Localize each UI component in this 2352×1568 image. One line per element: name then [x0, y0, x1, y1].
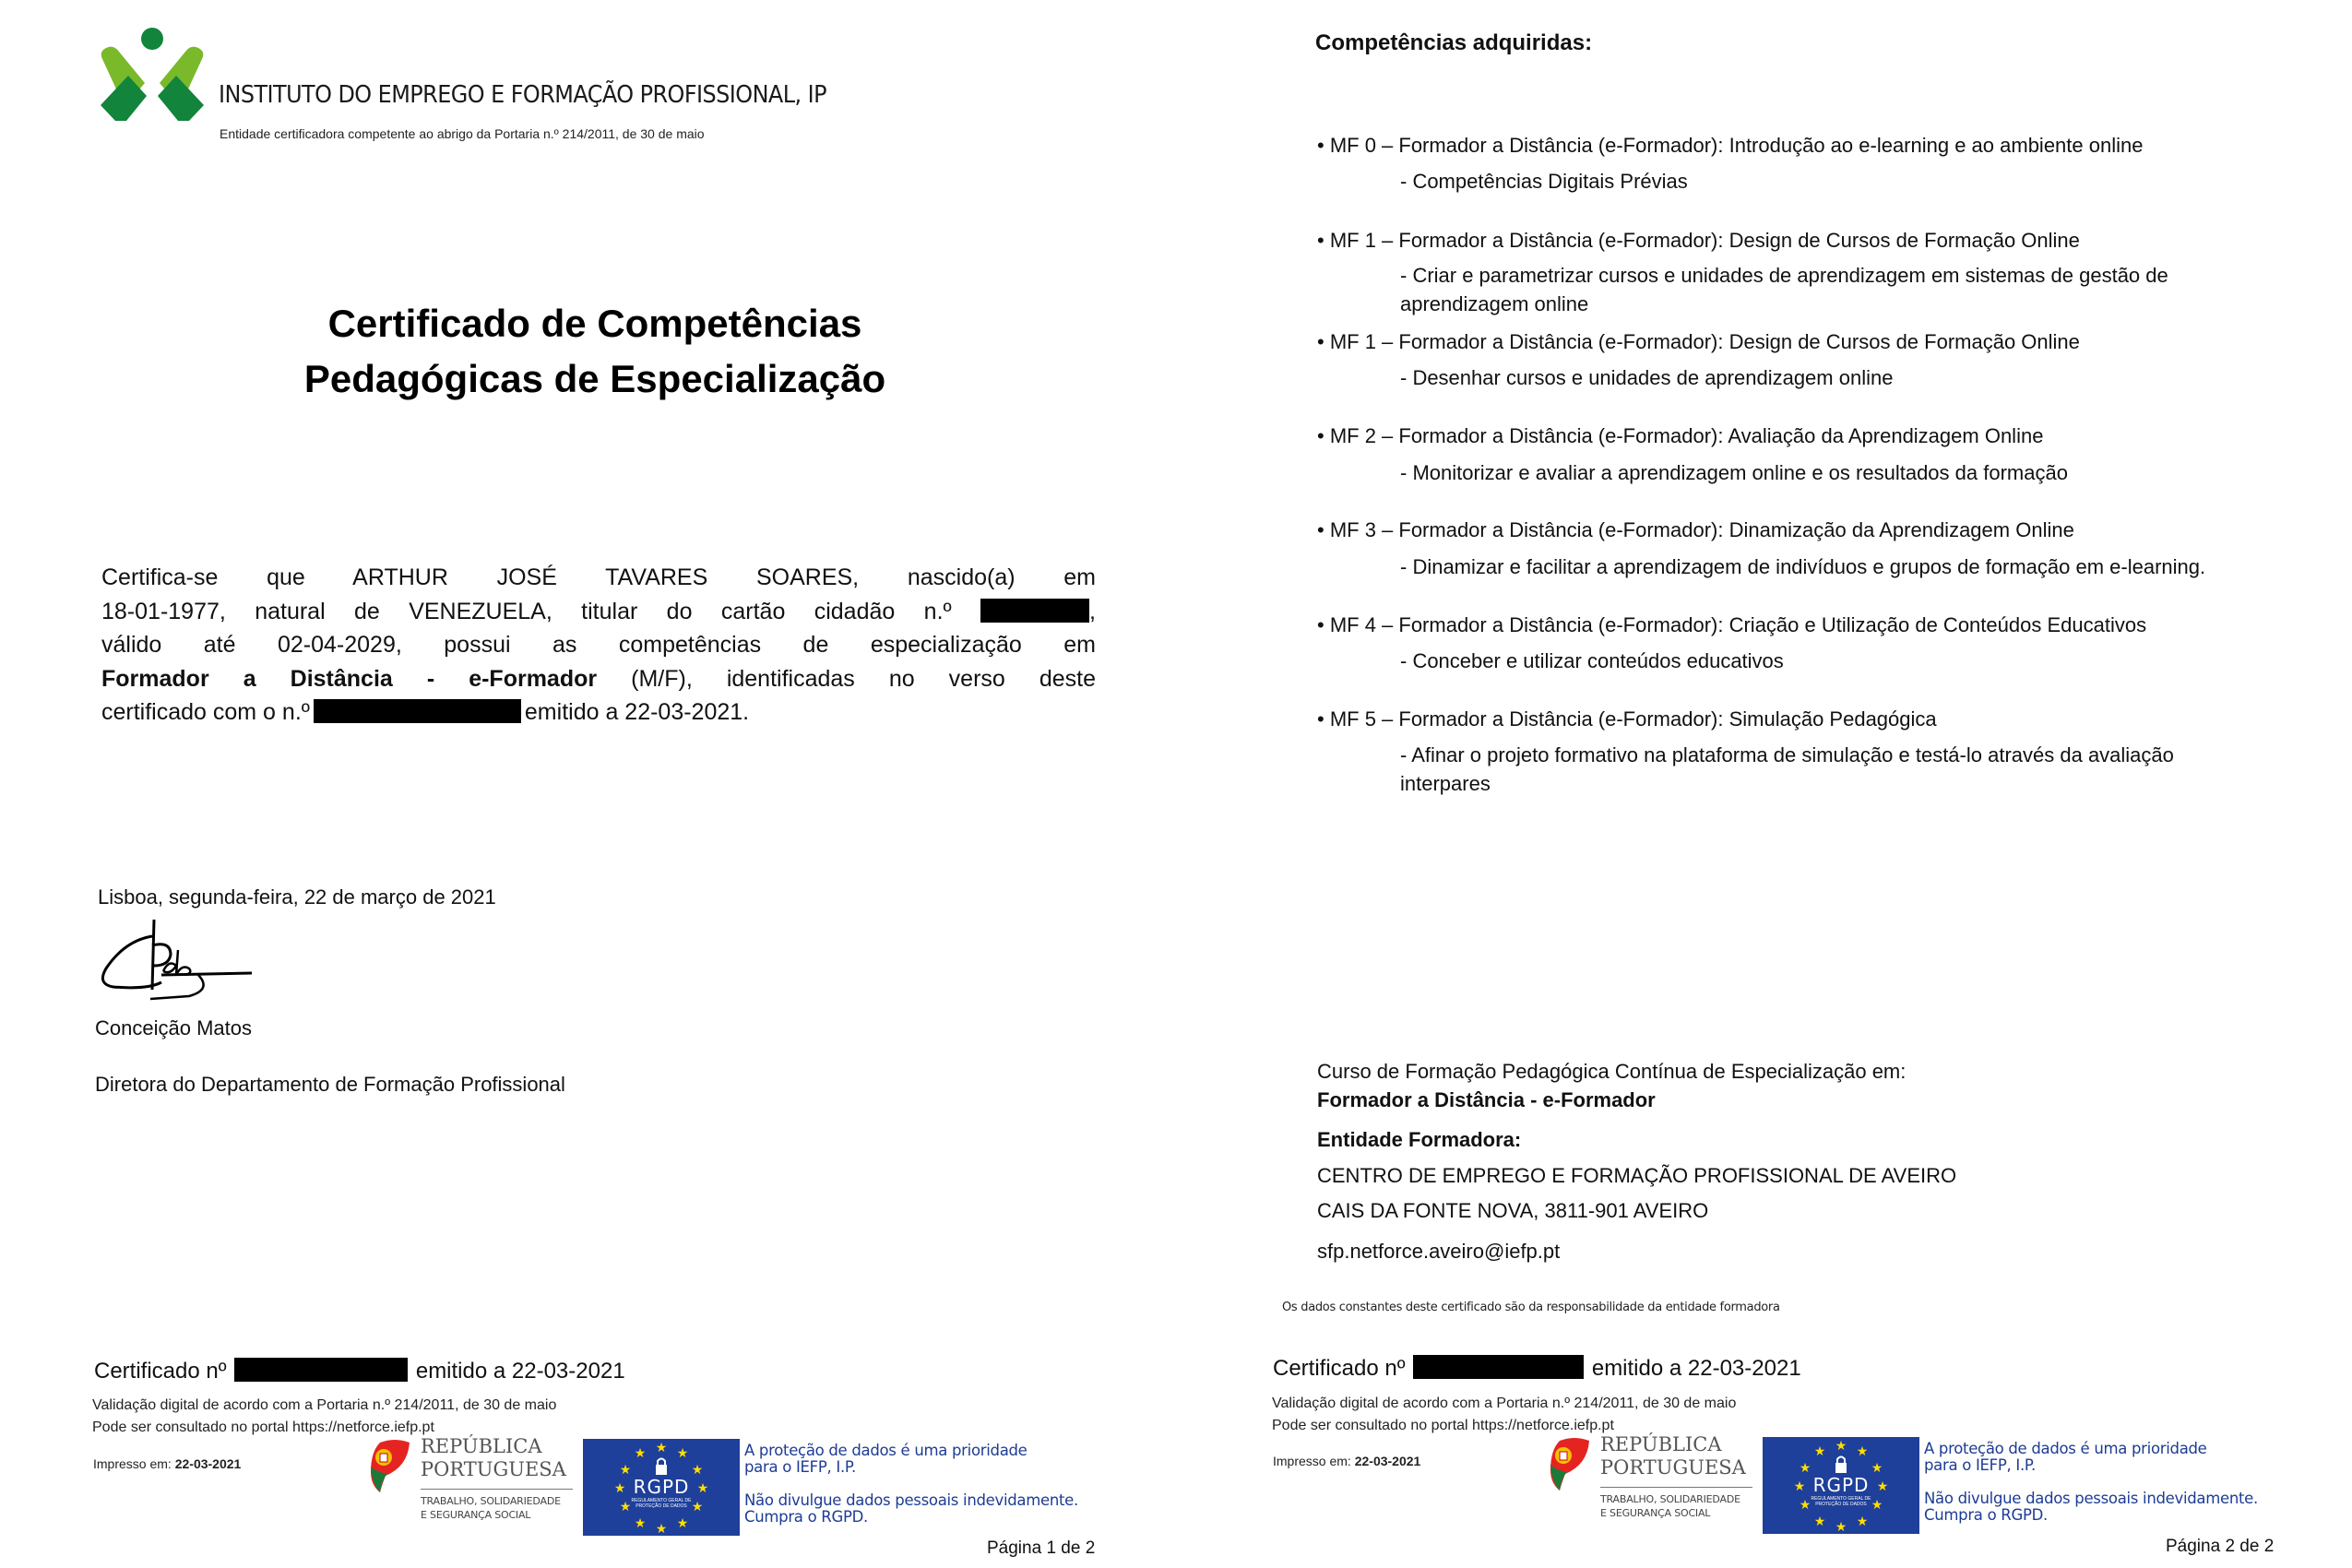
portal-consult-note: Pode ser consultado no portal https://netforce.iefp.pt [1272, 1418, 1614, 1433]
competencies-heading: Competências adquiridas: [1315, 30, 1593, 55]
svg-text:★: ★ [691, 1463, 704, 1478]
rgpd-priority-message: A proteção de dados é uma prioridade para o IEFP, I.P. [1924, 1440, 2207, 1474]
svg-text:★: ★ [1871, 1498, 1883, 1513]
ministry-text: TRABALHO, SOLIDARIEDADE E SEGURANÇA SOCIAL [1600, 1493, 1740, 1519]
svg-text:★: ★ [1813, 1444, 1826, 1459]
redacted-id-number [980, 599, 1089, 623]
republica-portuguesa-logo [1547, 1433, 1754, 1534]
republica-portuguesa-logo [367, 1435, 575, 1536]
svg-text:★: ★ [613, 1481, 626, 1496]
svg-text:★: ★ [696, 1481, 709, 1496]
statement-text: 18-01-1977, natural de VENEZUELA, titular do cartão cidadão n.º [101, 598, 952, 624]
certification-statement [101, 561, 1096, 730]
competency-detail: - Criar e parametrizar cursos e unidades de aprendizagem em sistemas de gestão de aprendizagem online [1400, 264, 2168, 315]
competency-module: • MF 1 – Formador a Distância (e-Formador): Design de Cursos de Formação Online [1317, 330, 2080, 353]
certificate-label: Certificado nº [94, 1359, 227, 1384]
course-name-bold: Formador a Distância - e-Formador [101, 665, 598, 692]
rgpd-badge-subtitle: REGULAMENTO GERAL DE PROTEÇÃO DE DADOS [631, 1498, 692, 1509]
svg-text:★: ★ [619, 1500, 632, 1515]
competency-detail: - Afinar o projeto formativo na plataforma de simulação e testá-lo através da avaliação interpares [1400, 743, 2174, 795]
statement-line [101, 695, 1096, 730]
svg-text:★: ★ [691, 1500, 704, 1515]
competency-detail: - Competências Digitais Prévias [1400, 170, 1688, 193]
statement-line: Certifica-se que ARTHUR JOSÉ TAVARES SOARES, nascido(a) em [101, 564, 1096, 590]
competency-module: • MF 4 – Formador a Distância (e-Formador): Criação e Utilização de Conteúdos Educativos [1317, 613, 2147, 636]
statement-line: válido até 02-04-2029, possui as competências de especialização em [101, 632, 1096, 658]
svg-text:★: ★ [1856, 1515, 1869, 1529]
rgpd-badge-label: RGPD [633, 1476, 690, 1498]
digital-validation-note: Validação digital de acordo com a Portaria n.º 214/2011, de 30 de maio [92, 1397, 557, 1413]
signer-name: Conceição Matos [95, 1016, 252, 1039]
ministry-text: TRABALHO, SOLIDARIEDADE E SEGURANÇA SOCIAL [421, 1495, 561, 1521]
portal-consult-note: Pode ser consultado no portal https://netforce.iefp.pt [92, 1420, 434, 1435]
svg-text:★: ★ [619, 1463, 632, 1478]
logo-divider [421, 1489, 573, 1490]
competency-detail: - Monitorizar e avaliar a aprendizagem online e os resultados da formação [1400, 461, 2068, 484]
svg-text:★: ★ [1871, 1461, 1883, 1476]
logo-divider [1600, 1487, 1752, 1488]
printed-date: Impresso em: 22-03-2021 [1273, 1454, 1421, 1468]
printed-date: Impresso em: 22-03-2021 [93, 1456, 242, 1471]
competency-module: • MF 0 – Formador a Distância (e-Formador): Introdução ao e-learning e ao ambiente online [1317, 134, 2144, 157]
svg-text:★: ★ [1799, 1461, 1812, 1476]
statement-text: (M/F), identificadas no verso deste [597, 665, 1096, 692]
statement-line [101, 662, 1096, 696]
institution-name: INSTITUTO DO EMPREGO E FORMAÇÃO PROFISSIONAL, IP [219, 81, 826, 109]
svg-text:★: ★ [1856, 1444, 1869, 1459]
svg-text:★: ★ [1793, 1479, 1806, 1494]
competency-module: • MF 3 – Formador a Distância (e-Formador): Dinamização da Aprendizagem Online [1317, 518, 2074, 541]
competency-module: • MF 1 – Formador a Distância (e-Formador): Design de Cursos de Formação Online [1317, 229, 2080, 252]
svg-text:★: ★ [634, 1516, 647, 1531]
rgpd-warning-message: Não divulgue dados pessoais indevidamente. Cumpra o RGPD. [744, 1491, 1078, 1526]
certificate-issue-date: emitido a 22-03-2021 [1591, 1356, 1801, 1381]
page-number: Página 1 de 2 [987, 1538, 1096, 1558]
certificate-issue-date: emitido a 22-03-2021 [415, 1359, 625, 1384]
competency-module: • MF 2 – Formador a Distância (e-Formador): Avaliação da Aprendizagem Online [1317, 424, 2044, 447]
training-entity-label: Entidade Formadora: [1317, 1128, 1522, 1151]
redacted-certificate-number [1413, 1355, 1584, 1379]
svg-text:★: ★ [1876, 1479, 1889, 1494]
svg-text:★: ★ [634, 1446, 647, 1461]
course-name: Formador a Distância - e-Formador [1317, 1088, 1656, 1111]
redacted-certificate-number [314, 699, 521, 723]
svg-text:★: ★ [1835, 1520, 1847, 1534]
training-entity-name: CENTRO DE EMPREGO E FORMAÇÃO PROFISSIONAL DE AVEIRO [1317, 1164, 1957, 1187]
footer-certificate-line [94, 1358, 625, 1384]
svg-text:★: ★ [1813, 1515, 1826, 1529]
portugal-emblem-icon [1547, 1437, 1591, 1492]
statement-text: , [1089, 598, 1096, 624]
svg-text:★: ★ [655, 1441, 668, 1455]
certificate-title-line-2: Pedagógicas de Especialização [303, 357, 886, 400]
iefp-logo-icon [97, 26, 208, 123]
svg-text:★: ★ [676, 1446, 689, 1461]
svg-text:★: ★ [676, 1516, 689, 1531]
page-number: Página 2 de 2 [2166, 1537, 2275, 1556]
republica-text: REPÚBLICA PORTUGUESA [421, 1435, 566, 1480]
signature-icon [97, 918, 258, 1010]
footer-certificate-line [1273, 1355, 1801, 1382]
republica-text: REPÚBLICA PORTUGUESA [1600, 1433, 1746, 1479]
svg-text:★: ★ [1835, 1439, 1847, 1454]
course-intro: Curso de Formação Pedagógica Contínua de Especialização em: [1317, 1060, 1907, 1083]
rgpd-priority-message: A proteção de dados é uma prioridade para o IEFP, I.P. [744, 1442, 1028, 1476]
digital-validation-note: Validação digital de acordo com a Portaria n.º 214/2011, de 30 de maio [1272, 1396, 1737, 1411]
responsibility-disclaimer: Os dados constantes deste certificado são da responsabilidade da entidade formadora [1282, 1301, 1780, 1314]
svg-text:★: ★ [1799, 1498, 1812, 1513]
rgpd-badge-label: RGPD [1812, 1474, 1870, 1496]
training-entity-email: sfp.netforce.aveiro@iefp.pt [1317, 1240, 1561, 1263]
signer-role: Diretora do Departamento de Formação Profissional [95, 1073, 565, 1096]
statement-line [101, 595, 1096, 629]
institution-subtitle: Entidade certificadora competente ao abrigo da Portaria n.º 214/2011, de 30 de maio [220, 126, 705, 141]
competency-detail: - Desenhar cursos e unidades de aprendizagem online [1400, 366, 1894, 389]
rgpd-warning-message: Não divulgue dados pessoais indevidamente. Cumpra o RGPD. [1924, 1490, 2258, 1524]
rgpd-badge [1763, 1437, 1919, 1534]
portugal-emblem-icon [367, 1439, 411, 1494]
certificate-title-line-1: Certificado de Competências [327, 302, 862, 345]
svg-text:★: ★ [655, 1522, 668, 1536]
competency-detail: - Dinamizar e facilitar a aprendizagem de indivíduos e grupos de formação em e-learning. [1400, 555, 2206, 578]
redacted-certificate-number [234, 1358, 408, 1382]
rgpd-badge-subtitle: REGULAMENTO GERAL DE PROTEÇÃO DE DADOS [1811, 1496, 1871, 1507]
place-and-date: Lisboa, segunda-feira, 22 de março de 2021 [98, 885, 496, 909]
statement-text: emitido a 22-03-2021. [524, 699, 750, 725]
training-entity-address: CAIS DA FONTE NOVA, 3811-901 AVEIRO [1317, 1199, 1709, 1222]
certificate-label: Certificado nº [1273, 1356, 1406, 1381]
competency-module: • MF 5 – Formador a Distância (e-Formador): Simulação Pedagógica [1317, 707, 1937, 731]
competency-detail: - Conceber e utilizar conteúdos educativos [1400, 649, 1784, 672]
statement-text: certificado com o n.º [101, 699, 310, 725]
rgpd-badge [583, 1439, 740, 1536]
